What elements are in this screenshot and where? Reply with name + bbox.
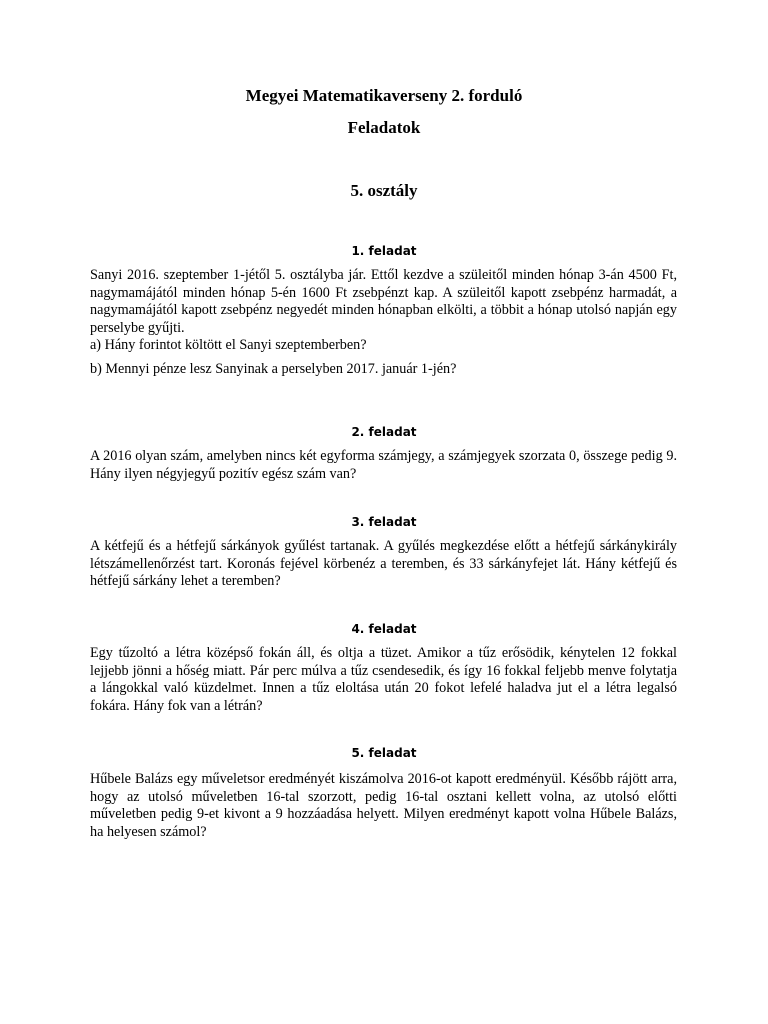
task-3-heading: 3. feladat — [351, 515, 417, 529]
task-5-text: Hűbele Balázs egy műveletsor eredményét kiszámolva 2016-ot kapott eredményül. Később rájött arra, hogy az utolsó műveletben 16-tal szorzott, pedig 16-tal osztani kellett volna, az utolsó előtti műveletben pedig 9-et kivont a 9 hozzáadása helyett. Milyen eredményt kapott volna Hűbele Balázs, ha helyesen számol? — [90, 771, 677, 840]
task-4-heading: 4. feladat — [351, 622, 417, 636]
page-title: Megyei Matematikaverseny 2. forduló — [245, 86, 523, 105]
task-2-heading: 2. feladat — [351, 425, 417, 439]
page-subtitle: Feladatok — [347, 118, 421, 137]
task-1-text-content: Sanyi 2016. szeptember 1-jétől 5. osztályba jár. Ettől kezdve a szüleitől minden hónap 3-án 4500 Ft, nagymamájától minden hónap 5-én 1600 Ft zsebpénzt kap. A szüleitől kapott zsebpénz harmadát, a nagymamájától kapott zsebpénz negyedét minden hónapban elkölti, a többit a hónap utolsó napján egy perselybe gyűjti. a) Hány forintot költött el Sanyi szeptemberben? — [90, 267, 677, 354]
task-2-text: A 2016 olyan szám, amelyben nincs két egyforma számjegy, a számjegyek szorzata 0, összege pedig 9. Hány ilyen négyjegyű pozitív egész szám van? — [90, 448, 677, 482]
task-1-heading: 1. feladat — [351, 244, 417, 258]
task-3-text: A kétfejű és a hétfejű sárkányok gyűlést tartanak. A gyűlés megkezdése előtt a hétfejű sárkánykirály létszámellenőrzést tart. Koronás fejével körbenéz a teremben, és 33 sárkányfejet lát. Hány kétfejű és hétfejű sárkány lehet a teremben? — [90, 538, 677, 590]
task-1-question-b: b) Mennyi pénze lesz Sanyinak a perselyben 2017. január 1-jén? — [90, 361, 457, 377]
task-1-text — [90, 267, 677, 355]
grade-heading: 5. osztály — [350, 181, 418, 200]
task-4-text: Egy tűzoltó a létra középső fokán áll, és oltja a tüzet. Amikor a tűz erősödik, kénytelen 12 fokkal lejjebb jönni a hőség miatt. Pár perc múlva a tűz csendesedik, és így 16 fokkal feljebb menve folytatja a lángokkal való küzdelmet. Innen a tűz eloltása után 20 fokot lefelé haladva jut el a létra legalsó fokára. Hány fok van a létrán? — [90, 645, 677, 714]
task-5-heading: 5. feladat — [351, 746, 417, 760]
